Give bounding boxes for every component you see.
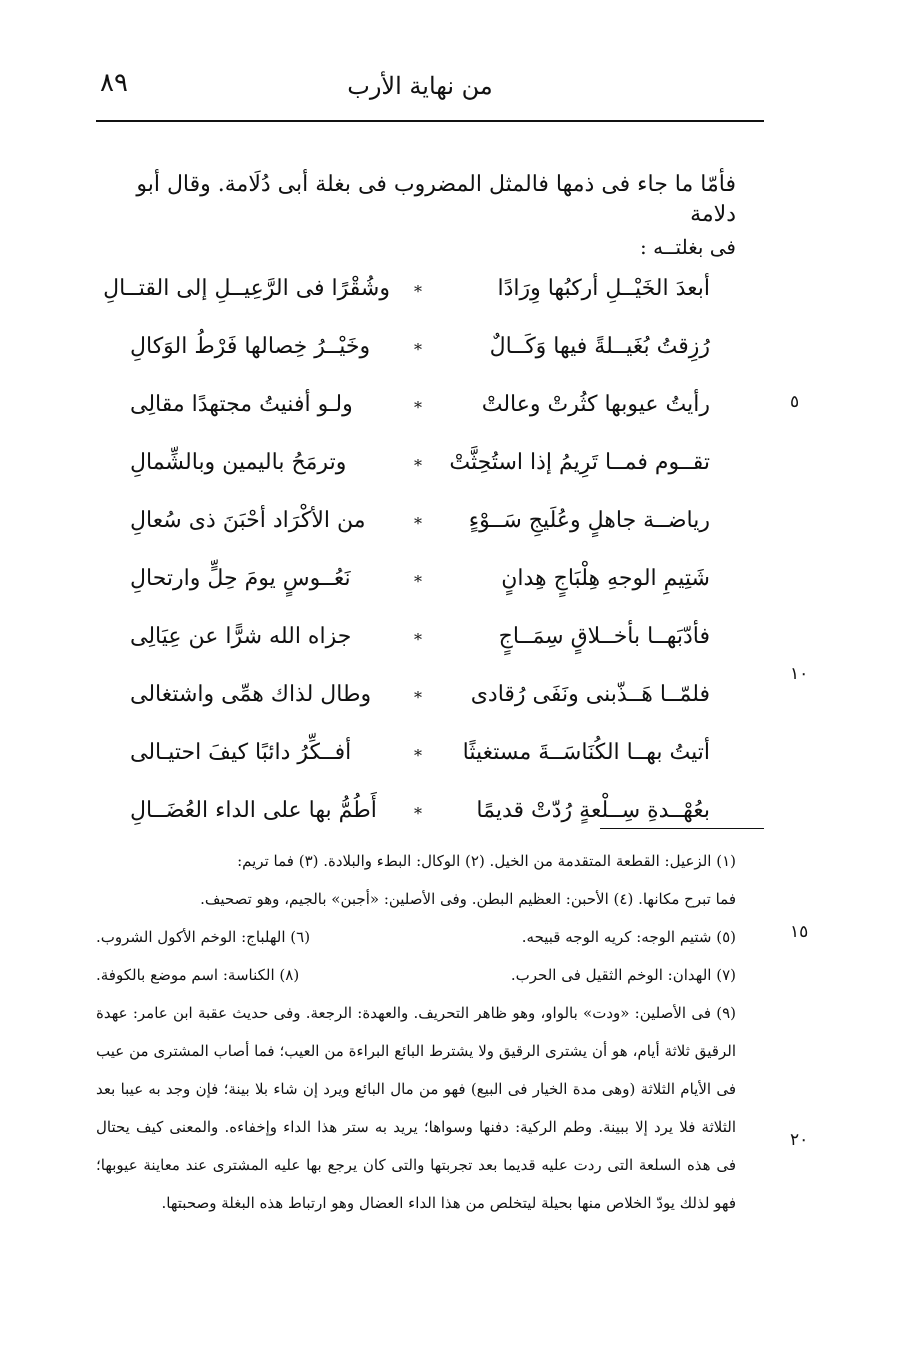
- footnote-9: (٩) فى الأصلين: «ودت» بالواو، وهو ظاهر التحريف. والعهدة: الرجعة. وفى حديث عقبة ابن عامر: عهدة الرقيق ثلاثة أيام، هو أن يشترى الرقيق ولا يشترط البائع البراءة من العيب؛ فما أصاب المشترى من عيب فى الأيام الثلاثة (وهى مدة الخيار فى البيع) فهو من مال البائع ويرد إن شاء بلا بينة؛ فإن وجد به عيبا بعد الثلاثة فلا يرد إلا ببينة. وطم الركية: دفنها وسواها؛ يريد به ستر هذا الداء وإخفاءه. والمعنى كيف يحتال فى هذه السلعة التى ردت عليه قديما بعد تجربتها والتى كان يرجع بها عليه المشترى عند معاينة عيوبها؛ فهو لذلك يودّ الخلاص منها بحيلة ليتخلص من هذا الداء العضال وهو ارتباط هذه البغلة وصحبتها.: [96, 1004, 736, 1212]
- poem: [103, 270, 710, 850]
- verse: [103, 270, 710, 328]
- verse-separator-star: *: [414, 572, 422, 591]
- verse-first-hemistich: أتيتُ بهــا الكُنَاسَــةَ مستغيثًا: [462, 740, 710, 765]
- running-title: من نهاية الأرب: [347, 72, 493, 100]
- verse: [130, 618, 710, 676]
- verse-second-hemistich: وخَيْــرُ خِصالها فَرْطُ الوَكالِ: [130, 334, 371, 359]
- footnote-line: [96, 918, 736, 956]
- verse-separator-star: *: [414, 804, 422, 823]
- verse: [130, 386, 710, 444]
- verse-separator-star: *: [414, 340, 422, 359]
- verse-separator-star: *: [414, 630, 422, 649]
- verse-first-hemistich: بعُهْــدةِ سِــلْعةٍ رُدّتْ قديمًا: [476, 798, 710, 823]
- line-number-marker: ١٠: [790, 664, 809, 684]
- line-number-marker: ٥: [790, 392, 800, 412]
- verse-second-hemistich: وترمَحُ باليمين وبالشِّمالِ: [130, 450, 347, 475]
- verse-second-hemistich: أَطُمُّ بها على الداء العُضَــالِ: [130, 798, 377, 823]
- footnote-item: (٥) شتيم الوجه: كريه الوجه قبيحه.: [521, 928, 736, 946]
- footnote-item: (٨) الكناسة: اسم موضع بالكوفة.: [96, 966, 300, 984]
- verse-second-hemistich: وطال لذاك همِّى واشتغالى: [130, 682, 372, 707]
- verse: [130, 328, 710, 386]
- verse: [130, 676, 710, 734]
- verse-separator-star: *: [414, 514, 422, 533]
- footnotes: [96, 842, 736, 1222]
- verse-first-hemistich: رُزِقتُ بُغَيــلةً فيها وَكَــالٌ: [489, 334, 710, 359]
- footnote-item: (٧) الهدان: الوخم الثقيل فى الحرب.: [510, 966, 736, 984]
- footnote-line: فما تبرح مكانها. (٤) الأحبن: العظيم البطن. وفى الأصلين: «أجبن» بالجيم، وهو تصحيف.: [200, 890, 736, 908]
- verse: [130, 560, 710, 618]
- footnote-item: (٦) الهلباج: الوخم الأكول الشروب.: [96, 928, 311, 946]
- verse-separator-star: *: [414, 688, 422, 707]
- verse-first-hemistich: فأدّبَهــا بأخــلاقٍ سِمَــاجٍ: [498, 624, 710, 649]
- verse-first-hemistich: أبعدَ الخَيْــلِ أركبُها وِرَادًا: [497, 276, 710, 301]
- page-number: ٨٩: [100, 68, 128, 98]
- verse-second-hemistich: من الأكْرَاد أحْبَنَ ذى سُعالِ: [130, 508, 366, 533]
- intro-line-1: فأمّا ما جاء فى ذمها فالمثل المضروب فى بغلة أبى دُلَامة. وقال أبو دلامة: [136, 172, 736, 227]
- verse-first-hemistich: تقــوم فمــا تَرِيمُ إذا استُحِثَّتْ: [449, 450, 710, 475]
- verse-separator-star: *: [414, 282, 422, 301]
- verse: [130, 444, 710, 502]
- verse: [130, 734, 710, 792]
- verse-first-hemistich: رياضــة جاهلٍ وعُلَيجِ سَــوْءٍ: [468, 508, 710, 533]
- footnote-rule: [600, 828, 764, 829]
- verse: [130, 502, 710, 560]
- verse-first-hemistich: فلمّــا هَــذّبنى ونَفَى رُقادى: [470, 682, 710, 707]
- verse-second-hemistich: نَعُــوسٍ يومَ حِلٍّ وارتحالِ: [130, 566, 351, 591]
- verse-second-hemistich: أفــكِّرُ دائبًا كيفَ احتيـالى: [130, 740, 352, 765]
- line-number-marker: ٢٠: [790, 1130, 809, 1150]
- footnote-line: [96, 956, 736, 994]
- verse-separator-star: *: [414, 746, 422, 765]
- header-rule: [96, 120, 764, 122]
- verse-separator-star: *: [414, 398, 422, 417]
- verse-separator-star: *: [414, 456, 422, 475]
- intro-line-2: فى بغلتــه :: [640, 235, 736, 259]
- line-number-marker: ١٥: [790, 922, 809, 942]
- footnote-line: (١) الزعيل: القطعة المتقدمة من الخيل. (٢) الوكال: البطء والبلادة. (٣) فما تريم:: [237, 852, 736, 870]
- verse-first-hemistich: رأيتُ عيوبها كثُرتْ وعالتْ: [481, 392, 710, 417]
- verse-second-hemistich: وشُقْرًا فى الرَّعِيــلِ إلى القتــالِ: [103, 276, 390, 301]
- verse-second-hemistich: جزاه الله شرًّا عن عِيَالِى: [130, 624, 352, 649]
- verse-first-hemistich: شَتِيمِ الوجهِ هِلْبَاجٍ هِدانٍ: [501, 566, 710, 591]
- verse-second-hemistich: ولـو أفنيتُ مجتهدًا مقالِى: [130, 392, 353, 417]
